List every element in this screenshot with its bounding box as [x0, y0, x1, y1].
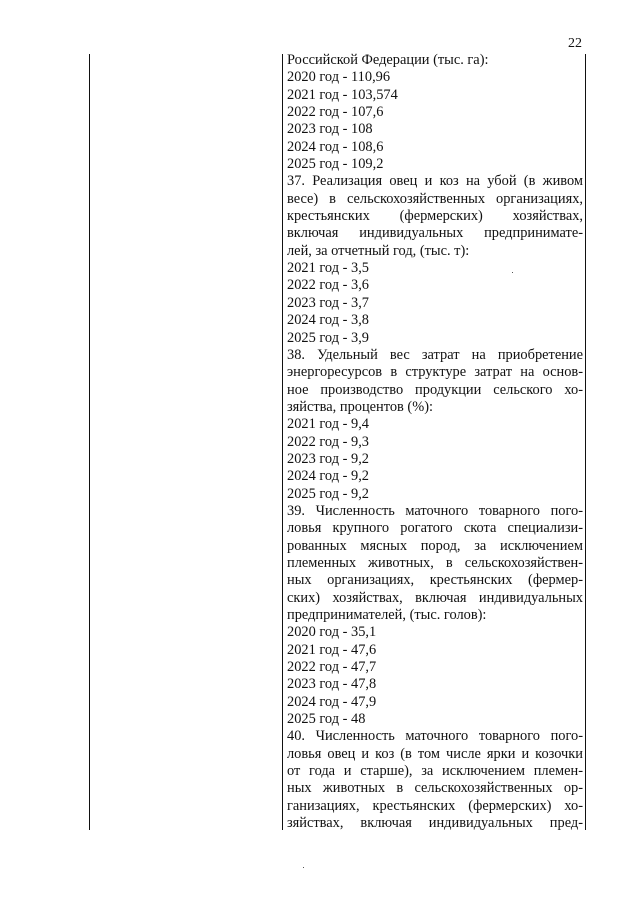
- table-column-divider: [282, 54, 283, 830]
- text-line: 2024 год - 47,9: [287, 693, 377, 710]
- text-line: ганизациях, крестьянских (фермерских) хо-: [287, 797, 583, 814]
- text-line: 2023 год - 3,7: [287, 294, 370, 311]
- text-line: 2023 год - 47,8: [287, 676, 377, 693]
- text-line: 2022 год - 47,7: [287, 659, 377, 676]
- text-line: ловья овец и коз (в том числе ярки и козочки: [287, 745, 583, 762]
- table-right-border: [585, 54, 586, 830]
- text-line: 2020 год - 35,1: [287, 624, 377, 641]
- text-line: 2020 год - 110,96: [287, 69, 391, 86]
- text-line: племенных животных, в сельскохозяйствен-: [287, 554, 583, 571]
- text-line: 2021 год - 103,574: [287, 86, 398, 103]
- text-line: 2025 год - 9,2: [287, 485, 370, 502]
- text-line: Российской Федерации (тыс. га):: [287, 52, 489, 68]
- scan-speck: [512, 272, 513, 273]
- text-line: ных животных в сельскохозяйственных ор-: [287, 780, 583, 797]
- text-line: ных организациях, крестьянских (фермер-: [287, 572, 583, 589]
- text-line: весе) в сельскохозяйственных организациях,: [287, 190, 583, 207]
- text-line: 2023 год - 108: [287, 121, 373, 138]
- text-line: 37. Реализация овец и коз на убой (в живом: [287, 173, 583, 190]
- text-line: 2024 год - 3,8: [287, 312, 370, 329]
- text-line: 2022 год - 9,3: [287, 433, 370, 450]
- text-line: 2021 год - 47,6: [287, 641, 377, 658]
- text-line: 2023 год - 9,2: [287, 450, 370, 467]
- text-line: рованных мясных пород, за исключением: [287, 537, 583, 554]
- text-line: ловья крупного рогатого скота специализи-: [287, 520, 583, 537]
- text-line: ное производство продукции сельского хо-: [287, 381, 583, 398]
- text-line: 2024 год - 9,2: [287, 468, 370, 485]
- text-line: лей, за отчетный год, (тыс. т):: [287, 242, 470, 259]
- text-line: 2021 год - 3,5: [287, 260, 370, 277]
- page-number: 22: [568, 36, 582, 51]
- indicator-text-cell: [287, 52, 583, 832]
- text-line: крестьянских (фермерских) хозяйствах,: [287, 208, 583, 225]
- text-line: 2025 год - 109,2: [287, 156, 384, 173]
- text-line: 2022 год - 3,6: [287, 277, 370, 294]
- text-line: 39. Численность маточного товарного пого-: [287, 502, 583, 519]
- table-left-border: [89, 54, 90, 830]
- text-line: 2025 год - 48: [287, 711, 366, 728]
- text-line: 2024 год - 108,6: [287, 138, 384, 155]
- text-line: от года и старше), за исключением племен-: [287, 763, 583, 780]
- text-line: 2025 год - 3,9: [287, 329, 370, 346]
- text-line: предпринимателей, (тыс. голов):: [287, 607, 487, 623]
- text-line: 2022 год - 107,6: [287, 104, 384, 121]
- text-line: энергоресурсов в структуре затрат на основ-: [287, 364, 583, 381]
- text-line: 40. Численность маточного товарного пого-: [287, 728, 583, 745]
- text-line: зяйства, процентов (%):: [287, 398, 434, 415]
- text-line: 2021 год - 9,4: [287, 416, 370, 433]
- text-line: включая индивидуальных предпринимате-: [287, 225, 583, 242]
- text-line: ских) хозяйствах, включая индивидуальных: [287, 589, 583, 606]
- scan-speck: [303, 867, 304, 868]
- text-line: 38. Удельный вес затрат на приобретение: [287, 346, 583, 363]
- text-line: зяйствах, включая индивидуальных пред-: [287, 815, 583, 832]
